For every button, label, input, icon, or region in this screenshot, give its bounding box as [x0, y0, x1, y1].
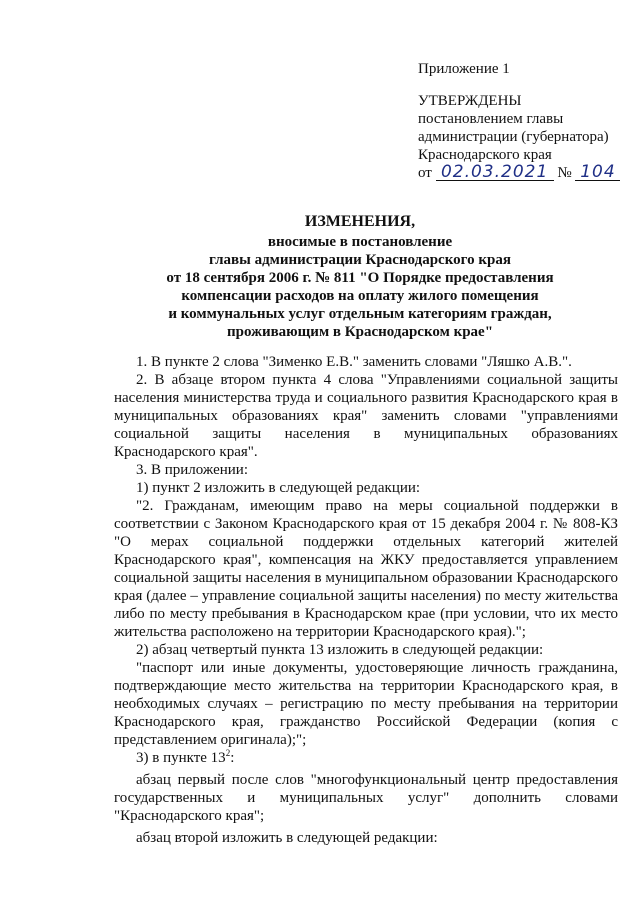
paragraph-8-end: :: [230, 750, 235, 766]
handwritten-number: 104: [575, 164, 620, 181]
approval-line-3: Краснодарского края: [418, 147, 552, 163]
document-heading: [100, 213, 620, 341]
appendix-label: Приложение 1: [418, 61, 510, 77]
heading-line-3: от 18 сентября 2006 г. № 811 "О Порядке предоставления: [166, 270, 554, 286]
paragraph-9: абзац первый после слов "многофункциональный центр предоставления государственных и муниципальных услуг" дополнить словами "Краснодарского края";: [114, 772, 618, 824]
paragraph-10: абзац второй изложить в следующей редакции:: [136, 830, 438, 846]
approval-line-2: администрации (губернатора): [418, 129, 609, 145]
paragraph-8-text: 3) в пункте 13: [136, 750, 226, 766]
paragraph-3: 3. В приложении:: [136, 462, 248, 478]
document-body: [114, 353, 618, 847]
approved-label: УТВЕРЖДЕНЫ: [418, 93, 522, 109]
paragraph-6: 2) абзац четвертый пункта 13 изложить в следующей редакции:: [136, 642, 544, 658]
approval-date-line: [418, 164, 633, 182]
paragraph-4: 1) пункт 2 изложить в следующей редакции:: [136, 480, 421, 496]
approval-block: [418, 60, 633, 182]
paragraph-1: 1. В пункте 2 слова "Зименко Е.В." заменить словами "Ляшко А.В.".: [136, 354, 572, 370]
heading-line-6: проживающим в Краснодарском крае": [226, 324, 494, 340]
paragraph-5: "2. Гражданам, имеющим право на меры социальной поддержки в соответствии с Законом Краснодарского края от 15 декабря 2004 г. № 808-КЗ "О мерах социальной поддержки отдельных категорий жителей Краснодарского края", компенсация на ЖКУ предоставляется управлением социальной защиты населения в муниципальном образовании Краснодарского края (далее – управление социальной защиты населения) по месту жительства либо по месту пребывания в Краснодарском крае (при условии, что их место жительства расположено на территории Краснодарского края).";: [114, 498, 618, 640]
heading-line-2: главы администрации Краснодарского края: [209, 252, 511, 268]
paragraph-8: [114, 749, 618, 767]
heading-line-4: компенсации расходов на оплату жилого помещения: [181, 288, 539, 304]
spacer: [418, 78, 633, 92]
heading-line-5: и коммунальных услуг отдельным категориям граждан,: [168, 306, 552, 322]
handwritten-date: 02.03.2021: [436, 164, 554, 181]
paragraph-7: "паспорт или иные документы, удостоверяющие личность гражданина, подтверждающие место жительства на территории Краснодарского края, в необходимых случаях – регистрацию по месту пребывания на территории Краснодарского края, гражданство Российской Федерации (копия с представлением оригинала);";: [114, 660, 618, 748]
heading-title: ИЗМЕНЕНИЯ,: [304, 213, 416, 230]
from-label: от: [418, 165, 432, 181]
paragraph-8-superscript: 2: [225, 748, 231, 758]
approval-line-1: постановлением главы: [418, 111, 564, 127]
number-label: №: [557, 165, 572, 181]
paragraph-2: 2. В абзаце втором пункта 4 слова "Управлениями социальной защиты населения министерства труда и социального развития Краснодарского края в муниципальных образованиях края" заменить словами "управлениями социальной защиты населения в муниципальных образованиях Краснодарского края".: [114, 372, 618, 460]
heading-line-1: вносимые в постановление: [267, 234, 453, 250]
